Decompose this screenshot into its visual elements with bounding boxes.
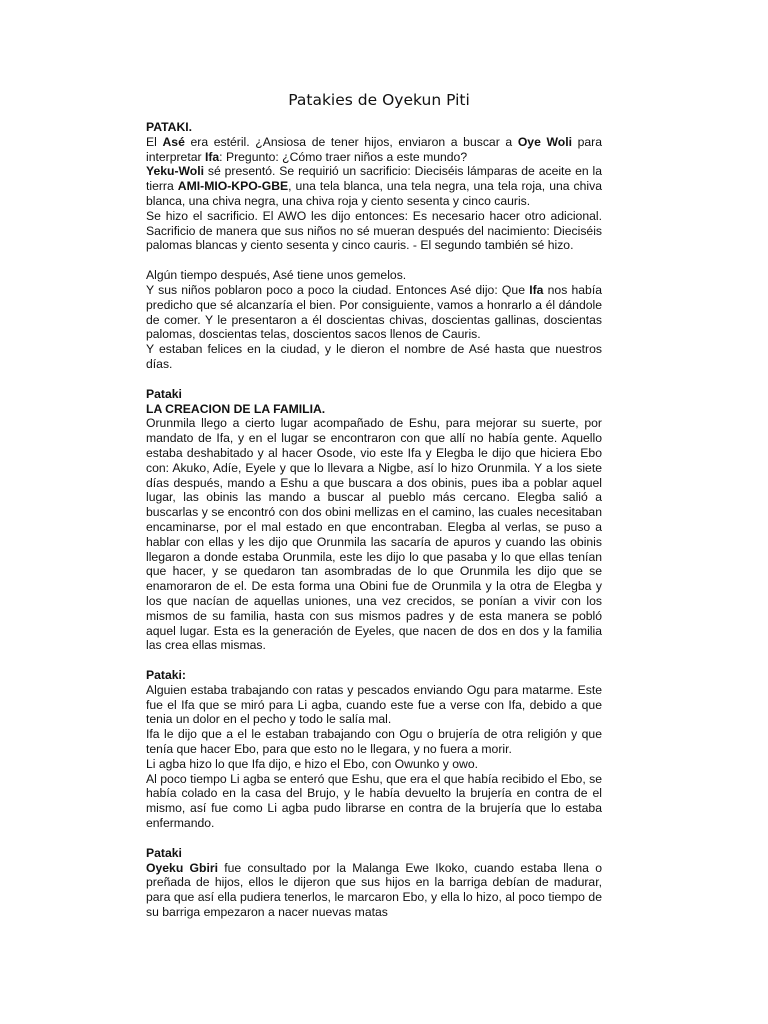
paragraph: Ifa le dijo que a el le estaban trabajando con Ogu o brujería de otra religión y que tenía que hacer Ebo, para que esto no le llegara, y no fuera a morir. [146, 727, 602, 757]
paragraph: Algún tiempo después, Asé tiene unos gemelos. [146, 268, 407, 283]
paragraph: El Asé era estéril. ¿Ansiosa de tener hijos, enviaron a buscar a Oye Woli para interpretar Ifa: Pregunto: ¿Cómo traer niños a este mundo? [146, 134, 603, 164]
paragraph: Oyeku Gbiri fue consultado por la Malanga Ewe Ikoko, cuando estaba llena o preñada de hijos, ellos le dijeron que sus hijos en la barriga debían de madurar, para que así ella pudiera tenerlos, le marcaron Ebo, y ella lo hizo, al poco tiempo de su barriga empezaron a nacer nuevas matas [146, 860, 602, 920]
document-title: Patakies de Oyekun Piti [288, 91, 470, 109]
paragraph: Se hizo el sacrificio. El AWO les dijo entonces: Es necesario hacer otro adicional. Sacrificio de manera que sus niños no sé mueran después del nacimiento: Dieciséis palomas blancas y ciento sesenta y cinco cauris. - El segundo también sé hizo. [146, 208, 602, 253]
paragraph: Alguien estaba trabajando con ratas y pescados enviando Ogu para matarme. Este fue el Ifa que se miró para Li agba, cuando este fue a verse con Ifa, debido a que tenia un dolor en el pecho y todo le salía mal. [146, 682, 602, 727]
paragraph: Orunmila llego a cierto lugar acompañado de Eshu, para mejorar su suerte, por mandato de Ifa, y en el lugar se encontraron con que allí no había gente. Aquello estaba deshabitado y al hacer Osode, vio este Ifa y Elegba le dijo que hiciera Ebo con: Akuko, Adíe, Eyele y que lo llevara a Nigbe, así lo hizo Orunmila. Y a los siete días después, mando a Eshu a que buscara a dos obinis, pues iba a poblar aquel lugar, las obinis las mando a buscar al pueblo más cercano. Elegba salió a buscarlas y se encontró con dos obini mellizas en el camino, las cuales necesitaban encaminarse, por el mal estado en que encontraban. Elegba al verlas, se puso a hablar con ellas y les dijo que Orunmila las sacaría de apuros y cuando las obinis llegaron a donde estaba Orunmila, este les dijo lo que pasaba y lo que ellas tenían que hacer, y se quedaron tan asombradas de lo que Orunmila les dijo que se enamoraron de el. De esta forma una Obini fue de Orunmila y la otra de Elegba y los que nacían de aquellas uniones, una vez crecidos, se ponían a vivir con los mismos de su familia, hasta con sus mismos padres y de esta manera se pobló aquel lugar. Esta es la generación de Eyeles, que nacen de dos en dos y la familia las crea ellas mismas. [146, 416, 602, 653]
section-heading: Pataki [146, 386, 182, 401]
section-heading: Pataki: [146, 668, 186, 683]
paragraph: Yeku-Woli sé presentó. Se requirió un sacrificio: Dieciséis lámparas de aceite en la tierra AMI-MIO-KPO-GBE, una tela blanca, una tela negra, una tela roja, una chiva blanca, una chiva negra, una chiva roja y ciento sesenta y cinco cauris. [146, 164, 603, 208]
paragraph: Li agba hizo lo que Ifa dijo, e hizo el Ebo, con Owunko y owo. [146, 756, 478, 771]
paragraph: Al poco tiempo Li agba se enteró que Eshu, que era el que había recibido el Ebo, se había colado en la casa del Brujo, y le había devuelto la brujería en contra de el mismo, así fue como Li agba pudo librarse en contra de la brujería que lo estaba enfermando. [146, 771, 602, 831]
paragraph: Y sus niños poblaron poco a poco la ciudad. Entonces Asé dijo: Que Ifa nos había predicho que sé alcanzaría el bien. Por consiguiente, vamos a honrarlo a él dándole de comer. Y le presentaron a él doscientas chivas, doscientas gallinas, doscientas palomas, doscientas telas, doscientos sacos llenos de Cauris. [146, 282, 602, 342]
section-heading: PATAKI. [146, 120, 193, 134]
section-heading: Pataki [146, 845, 182, 860]
document-page [146, 90, 602, 920]
paragraph: Y estaban felices en la ciudad, y le dieron el nombre de Asé hasta que nuestros días. [146, 342, 602, 371]
section-subheading: LA CREACION DE LA FAMILIA. [146, 401, 326, 416]
